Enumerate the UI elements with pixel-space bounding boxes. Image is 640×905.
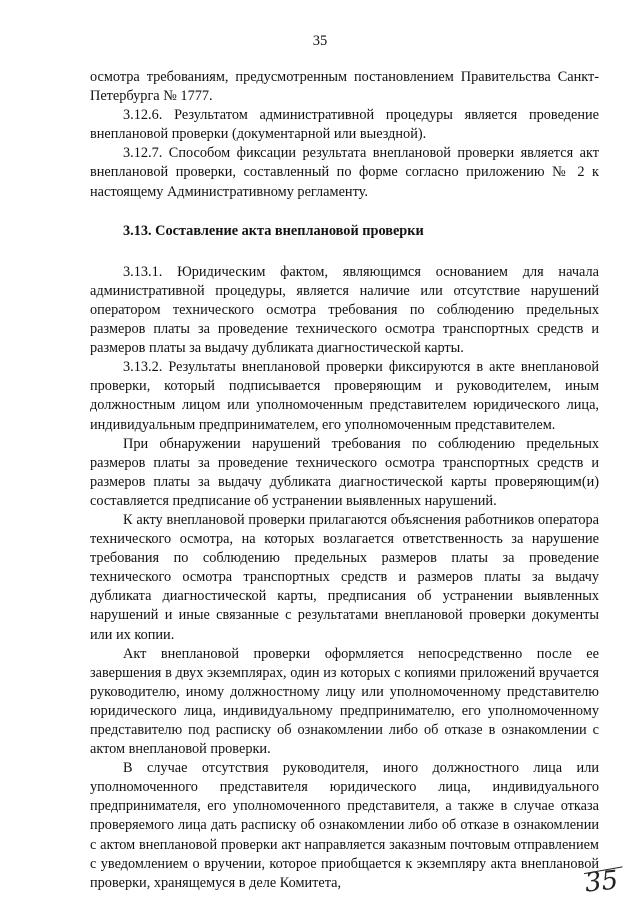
paragraph-3-12-7: 3.12.7. Способом фиксации результата внеплановой проверки является акт внеплановой проверки, составленный по форме согласно приложению № 2 к настоящему Административному регламенту. xyxy=(90,145,599,200)
paragraph-attachments: К акту внеплановой проверки прилагаются объяснения работников оператора технического осмотра, на которых возлагается ответственность за нарушение требования по соблюдению предельных размеров платы за проведение технического осмотра транспортных средств и размеров платы за выдачу дубликата диагностической карты, предписания об устранении выявленных нарушений и иные связанные с результатами внеплановой проверки документы или их копии. xyxy=(90,511,599,643)
paragraph-3-12-6: 3.12.6. Результатом административной процедуры является проведение внеплановой проверки (документарной или выездной). xyxy=(90,107,599,143)
paragraph-continuation: осмотра требованиям, предусмотренным постановлением Правительства Санкт-Петербурга № 1777. xyxy=(90,69,599,105)
paragraph-3-13-2: 3.13.2. Результаты внеплановой проверки фиксируются в акте внеплановой проверки, который подписывается проверяющим и руководителем, иным должностным лицом или уполномоченным представителем юридического лица, индивидуальным предпринимателем, его уполномоченным представителем. xyxy=(90,359,599,433)
paragraph-act-execution: Акт внеплановой проверки оформляется непосредственно после ее завершения в двух экземплярах, один из которых с копиями приложений вручается руководителю, иному должностному лицу или уполномоченному представителю юридического лица, индивидуальному предпринимателю, его уполномоченному представителю под расписку об ознакомлении либо об отказе в ознакомлении с актом внеплановой проверки. xyxy=(90,645,599,758)
section-heading: 3.13. Составление акта внеплановой проверки xyxy=(123,222,424,239)
document-body xyxy=(90,68,599,893)
paragraph-3-13-1: 3.13.1. Юридическим фактом, являющимся основанием для начала административной процедуры, является наличие или отсутствие нарушений оператором технического осмотра требования по соблюдению предельных размеров платы за проведение технического осмотра транспортных средств и размеров платы за выдачу дубликата диагностической карты. xyxy=(90,263,599,357)
handwritten-page-mark: 35 xyxy=(583,865,620,899)
paragraph-violations: При обнаружении нарушений требования по соблюдению предельных размеров платы за проведение технического осмотра транспортных средств и размеров платы за выдачу дубликата диагностической карты проверяющим(и) составляется предписание об устранении выявленных нарушений. xyxy=(90,435,599,509)
paragraph-absence-case: В случае отсутствия руководителя, иного должностного лица или уполномоченного представителя юридического лица, индивидуального предпринимателя, его уполномоченного представителя, а также в случае отказа проверяемого лица дать расписку об ознакомлении либо об отказе в ознакомлении с актом внеплановой проверки акт направляется заказным почтовым отправлением с уведомлением о вручении, которое приобщается к экземпляру акта внеплановой проверки, хранящемуся в деле Комитета, xyxy=(90,760,599,891)
page-number: 35 xyxy=(312,33,328,49)
